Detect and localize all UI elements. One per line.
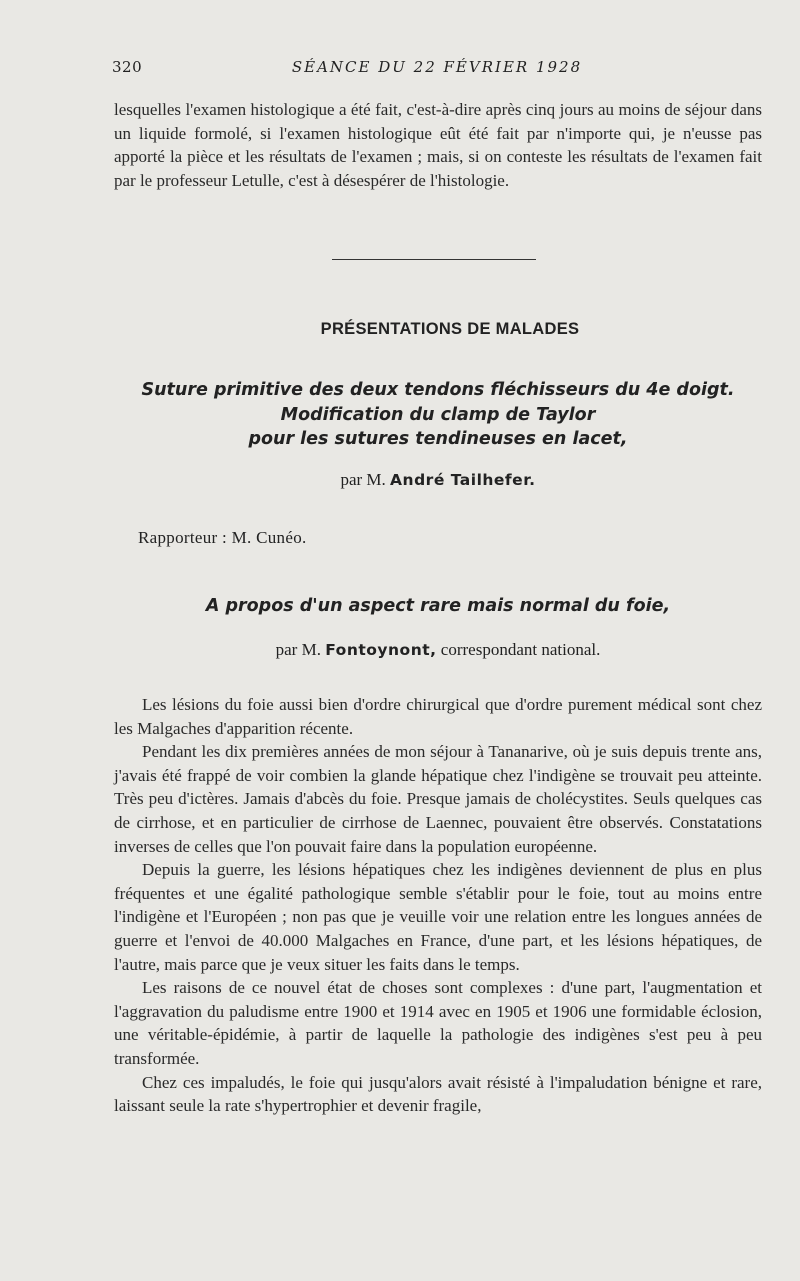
byline-prefix: par M. bbox=[340, 470, 386, 489]
article-title-line: Modification du clamp de Taylor bbox=[280, 404, 596, 425]
author-name: André Tailhefer. bbox=[390, 471, 536, 489]
article-byline bbox=[114, 470, 762, 490]
article-byline bbox=[114, 640, 762, 660]
article-body bbox=[114, 693, 762, 1118]
running-title: SÉANCE DU 22 FÉVRIER 1928 bbox=[291, 58, 583, 76]
rapporteur-line: Rapporteur : M. Cunéo. bbox=[138, 528, 307, 547]
byline-prefix: par M. bbox=[275, 640, 321, 659]
opening-paragraph-block bbox=[114, 98, 762, 192]
body-paragraph: Les raisons de ce nouvel état de choses sont complexes : d'une part, l'augmentation et l'aggravation du paludisme entre 1900 et 1914 avec en 1905 et 1906 une formidable éclosion, une véritable-épidémie, à partir de laquelle la pathologie des indigènes s'est peu à peu transformée. bbox=[114, 978, 762, 1068]
body-paragraph: Les lésions du foie aussi bien d'ordre chirurgical que d'ordre purement médical sont chez les Malgaches d'apparition récente. bbox=[114, 695, 762, 738]
section-title: PRÉSENTATIONS DE MALADES bbox=[320, 320, 580, 338]
opening-paragraph: lesquelles l'examen histologique a été fait, c'est-à-dire après cinq jours au moins de séjour dans un liquide formolé, si l'examen histologique eût été fait par n'importe qui, je n'eusse pas apporté la pièce et les résultats de l'examen ; mais, si on conteste les résultats de l'examen fait par le professeur Letulle, c'est à désespérer de l'histologie. bbox=[114, 100, 762, 190]
section-divider bbox=[332, 259, 536, 260]
article-title-line: Suture primitive des deux tendons fléchisseurs du 4e doigt. bbox=[141, 380, 735, 400]
article-title-line: pour les sutures tendineuses en lacet, bbox=[248, 429, 628, 449]
author-name: Fontoynont, bbox=[325, 641, 437, 659]
body-paragraph: Chez ces impaludés, le foie qui jusqu'alors avait résisté à l'impaludation bénigne et rare, laissant seule la rate s'hypertrophier et devenir fragile, bbox=[114, 1072, 762, 1116]
body-paragraph: Pendant les dix premières années de mon séjour à Tananarive, où je suis depuis trente ans, j'avais été frappé de voir combien la glande hépatique chez l'indigène se trouvait peu atteinte. Très peu d'ictères. Jamais d'abcès du foie. Presque jamais de cholécystites. Seuls quelques cas de cirrhose, et en particulier de cirrhose de Laennec, pouvaient être observés. Constatations inverses de celles que l'on pouvait faire dans la population européenne. bbox=[114, 742, 762, 856]
byline-suffix: correspondant national. bbox=[440, 640, 601, 659]
article-title bbox=[114, 378, 762, 452]
page-number: 320 bbox=[112, 58, 143, 76]
article-title: A propos d'un aspect rare mais normal du foie, bbox=[205, 596, 671, 616]
body-paragraph: Depuis la guerre, les lésions hépatiques chez les indigènes deviennent de plus en plus fréquentes et une égalité pathologique semble s'établir pour le foie, tout au moins entre l'indigène et l'Européen ; non pas que je veuille voir une relation entre les longues années de guerre et l'envoi de 40.000 Malgaches en France, d'une part, et les lésions hépatiques, de l'autre, mais parce que je veux situer les faits dans le temps. bbox=[114, 860, 762, 974]
